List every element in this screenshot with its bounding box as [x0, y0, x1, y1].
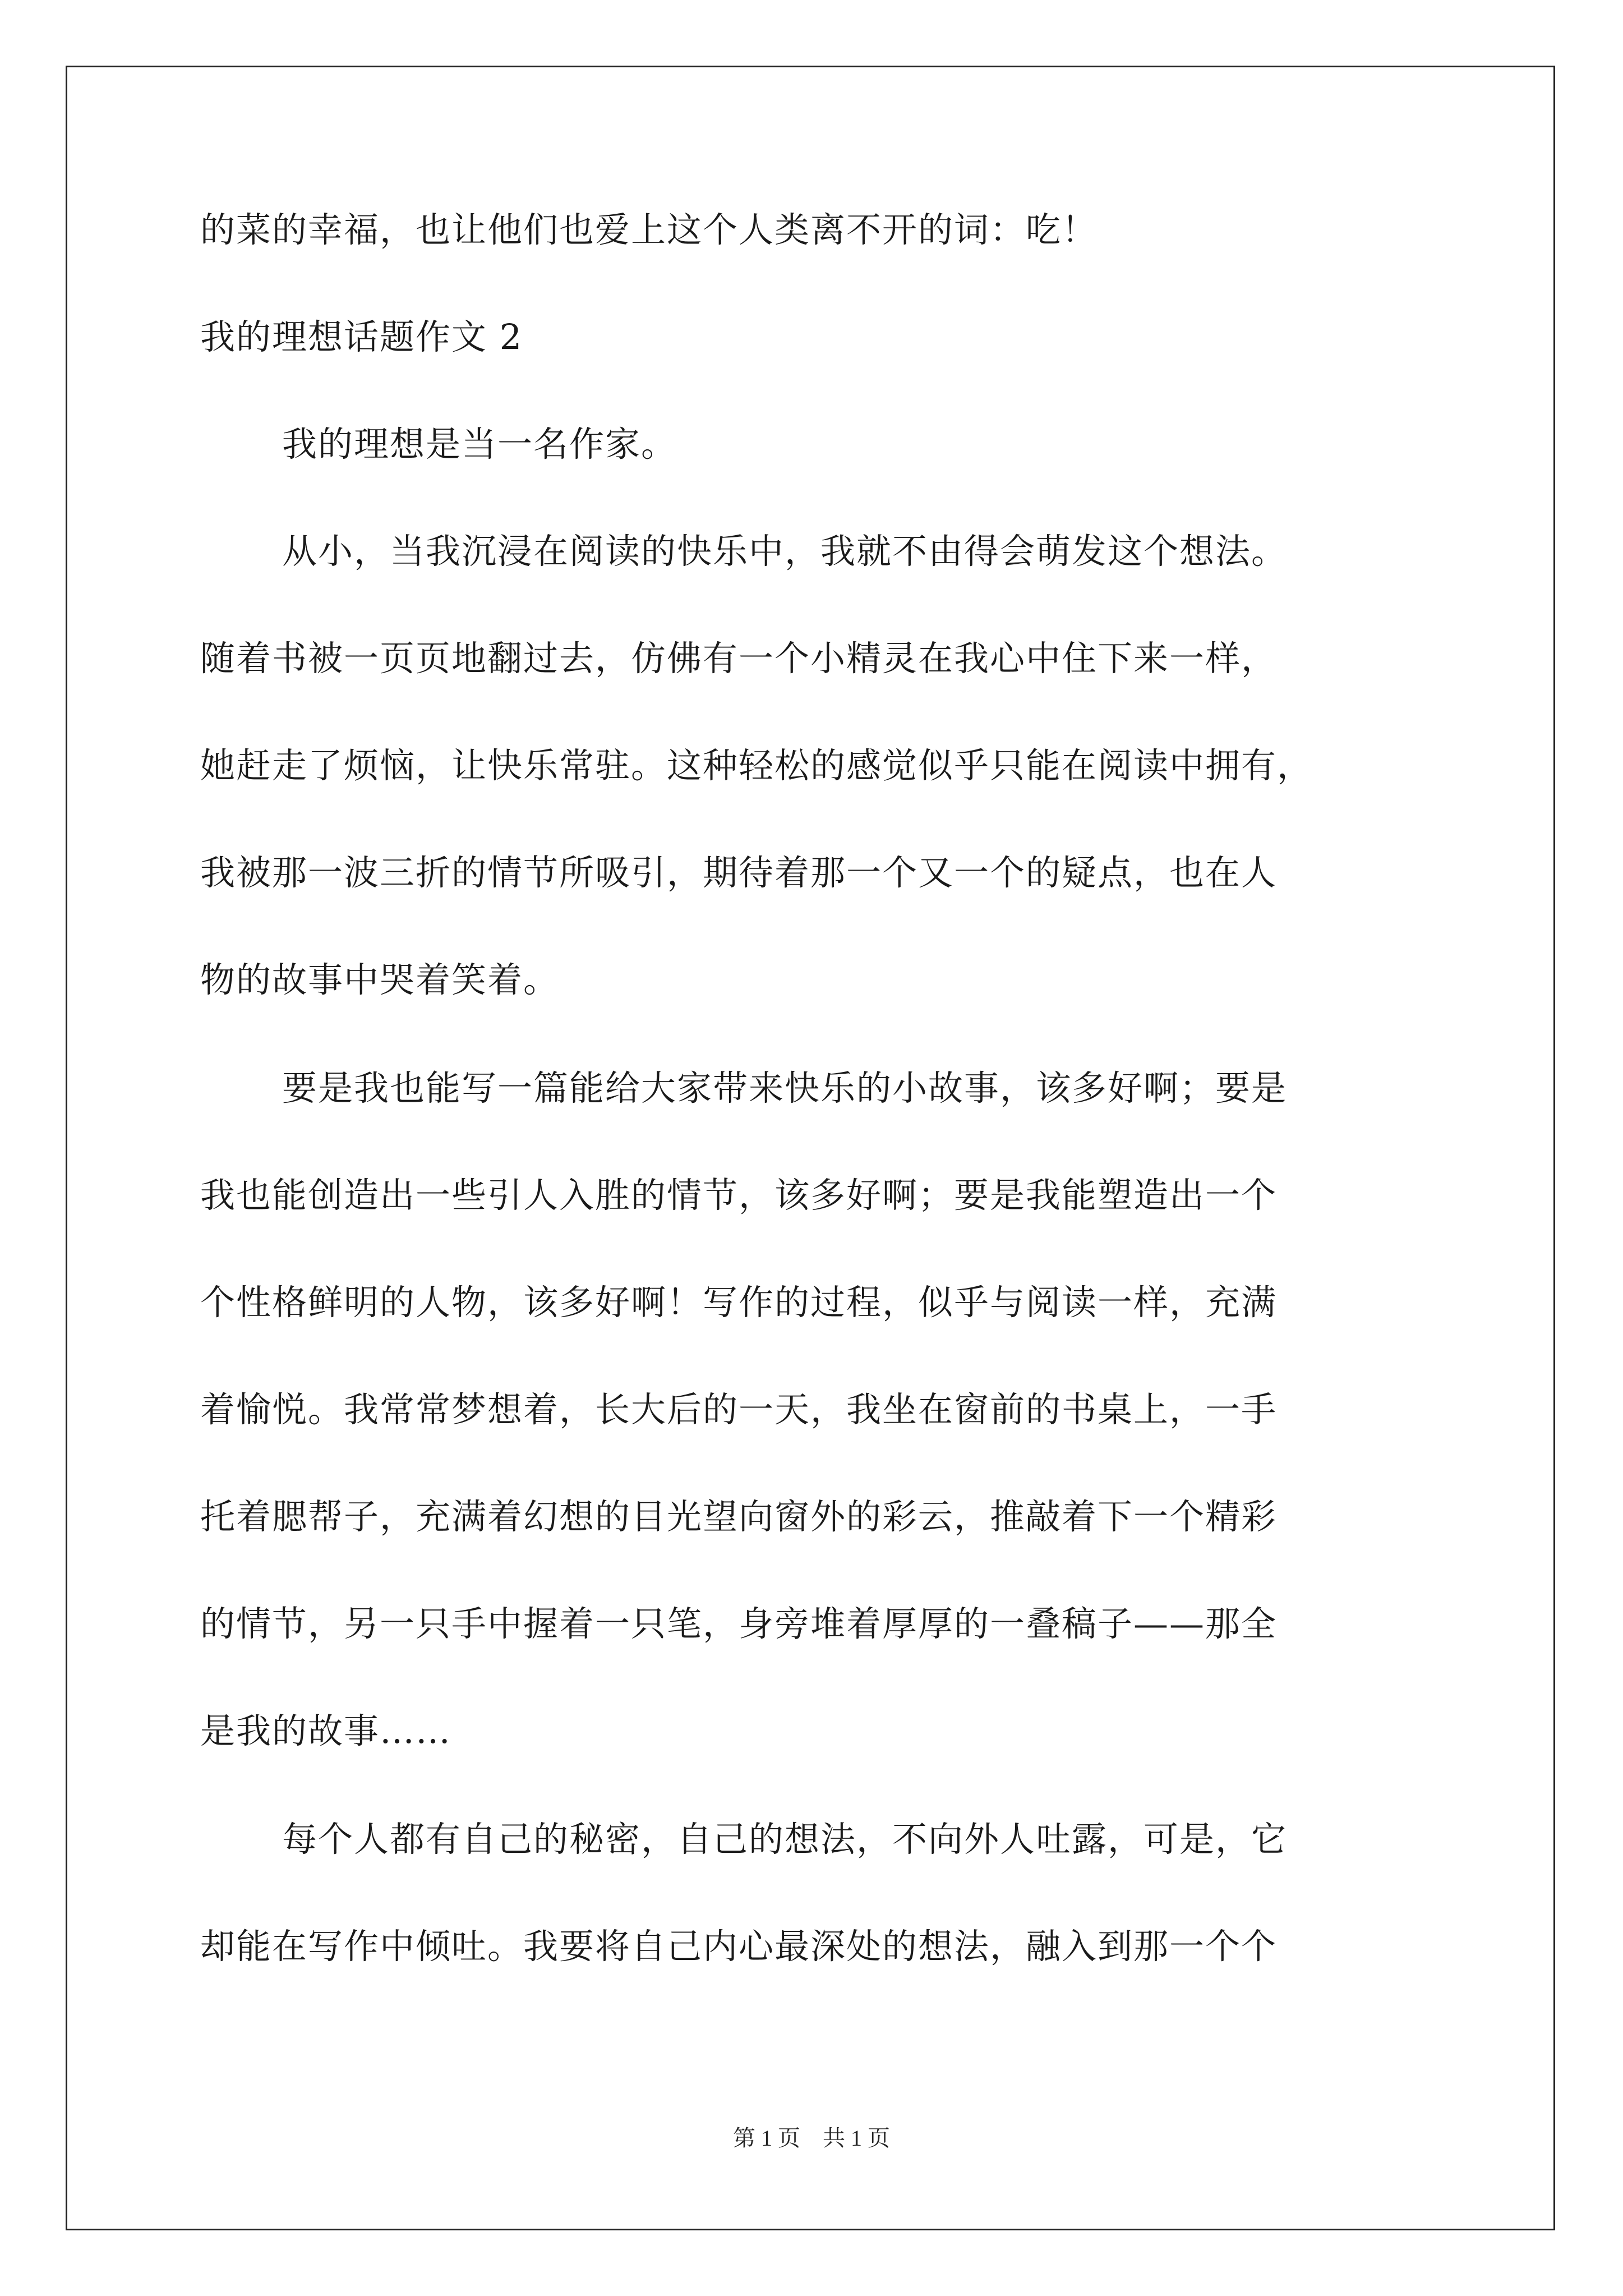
paragraph-line: 随着书被一页页地翻过去，仿佛有一个小精灵在我心中住下来一样， — [200, 638, 1278, 679]
paragraph-line: 从小，当我沉浸在阅读的快乐中，我就不由得会萌发这个想法。 — [282, 531, 1288, 572]
paragraph-line: 着愉悦。我常常梦想着，长大后的一天，我坐在窗前的书桌上，一手 — [200, 1389, 1278, 1430]
paragraph-line: 她赶走了烦恼，让快乐常驻。这种轻松的感觉似乎只能在阅读中拥有， — [200, 745, 1313, 786]
paragraph-line: 我被那一波三折的情节所吸引，期待着那一个又一个的疑点，也在人 — [200, 852, 1278, 893]
paragraph-line: 每个人都有自己的秘密，自己的想法，不向外人吐露，可是，它 — [282, 1819, 1288, 1860]
paragraph-line: 却能在写作中倾吐。我要将自己内心最深处的想法，融入到那一个个 — [200, 1926, 1278, 1967]
paragraph-line: 物的故事中哭着笑着。 — [200, 959, 560, 1000]
paragraph-line: 个性格鲜明的人物，该多好啊！写作的过程，似乎与阅读一样，充满 — [200, 1282, 1278, 1323]
page-border — [66, 66, 1555, 2230]
paragraph-line: 我也能创造出一些引人入胜的情节，该多好啊；要是我能塑造出一个 — [200, 1175, 1278, 1216]
paragraph-line: 是我的故事…… — [200, 1710, 452, 1751]
text-line: 的菜的幸福，也让他们也爱上这个人类离不开的词：吃！ — [200, 209, 1098, 250]
paragraph-line: 托着腮帮子，充满着幻想的目光望向窗外的彩云，推敲着下一个精彩 — [200, 1496, 1278, 1537]
paragraph-line: 的情节，另一只手中握着一只笔，身旁堆着厚厚的一叠稿子——那全 — [200, 1603, 1278, 1644]
page-footer: 第 1 页 共 1 页 — [733, 2125, 890, 2151]
paragraph-line: 我的理想是当一名作家。 — [282, 424, 677, 464]
paragraph-line: 要是我也能写一篇能给大家带来快乐的小故事，该多好啊；要是 — [282, 1068, 1288, 1108]
section-heading: 我的理想话题作文 2 — [200, 316, 523, 357]
